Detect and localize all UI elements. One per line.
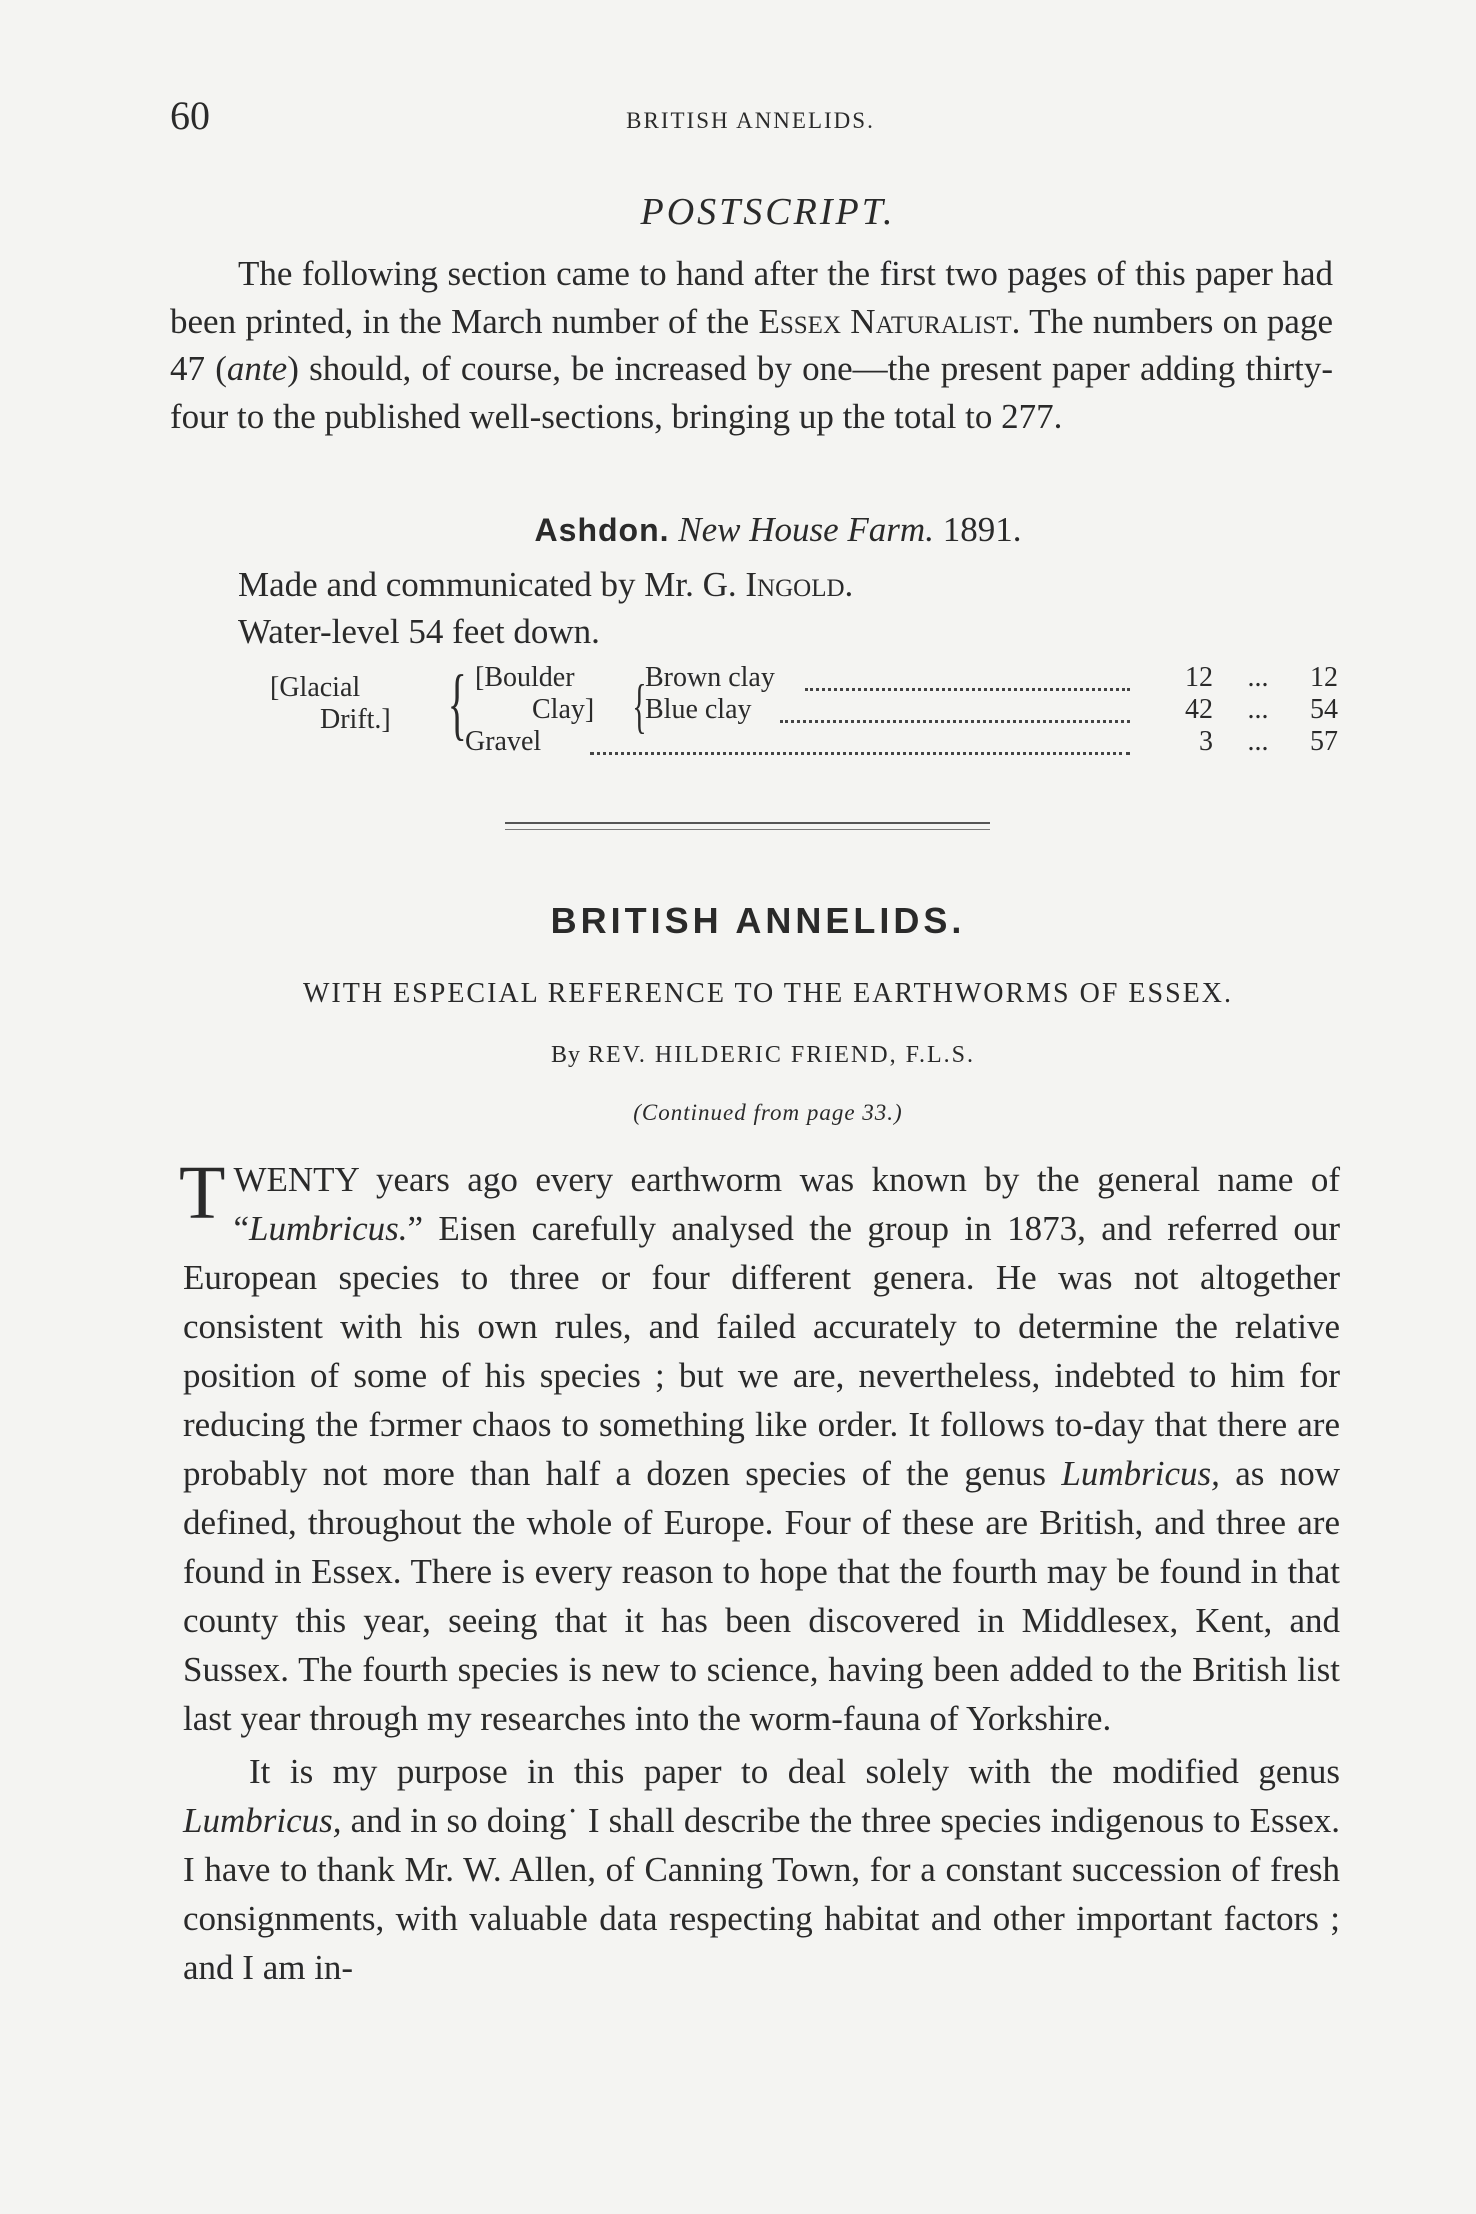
page-number: 60 [170,93,210,138]
genus-name: Lumbricus, [1061,1454,1220,1493]
well-place: Ashdon. [534,512,670,548]
ante-word: ante [226,349,288,389]
well-section-table [270,660,1338,770]
byline [0,1042,1476,1069]
separator: ... [1247,662,1269,693]
made-by-name: Ingold. [745,565,854,604]
brace-right: { [632,673,647,739]
well-farm: New House Farm. [678,510,934,549]
stratum-name: Blue clay [645,694,752,725]
well-location [0,510,1476,550]
postscript-text-b: The numbers on page 47 ( [170,301,1334,389]
stratum-depth: 12 [1310,662,1338,693]
postscript-title: POSTSCRIPT. [640,191,896,233]
brace-left: { [447,660,467,748]
paragraph-text: as now defined, throughout the whole of Europe. Four of these are British, and three are found in Essex. There is every reason to hope that the fourth may be found in that county this year, seeing that it has been discovered in Middlesex, Kent, and Sussex. The fourth species is new to science, having been added to the British list last year through my researches into the worm-fauna of Yorkshire. [183,1454,1340,1738]
paragraph-text: ” Eisen carefully analysed the group in 1873, and referred our European species to three or four different genera. He was not altogether consistent with his own rules, and failed accurately to determine the relative position of some of his species ; but we are, nevertheless, indebted to him for reducing the fɔrmer chaos to something like order. It follows to-day that there are probably not more than half a dozen species of the genus [183,1209,1340,1493]
table-row [270,662,1338,696]
boulder-label: [Boulder [475,662,575,693]
postscript-text-c: ) should, of course, be increased by one—the present paper adding thirty-four to the published well-sections, bringing up the total to 277. [170,349,1333,436]
genus-name: Lumbricus, [183,1801,342,1840]
article-subtitle: WITH ESPECIAL REFERENCE TO THE EARTHWORMS OF ESSEX. [303,978,1233,1009]
drop-cap: T [179,1151,226,1235]
stratum-depth: 54 [1310,694,1338,725]
postscript-text-a: The following section came to hand after the first two pages of this paper had been printed, in the March number of the [170,254,1333,341]
dot-leader [590,752,1130,755]
water-level-line: Water-level 54 feet down. [238,612,600,651]
byline-by: By [550,1042,581,1068]
glacial-label: [Glacial [270,672,361,703]
paragraph [179,1151,1340,1743]
well-year: 1891. [942,510,1022,549]
divider-rule [505,829,990,830]
drift-label: Drift.] [320,704,391,735]
dot-leader [805,688,1130,691]
dot-leader [780,720,1130,723]
stratum-thickness: 12 [1185,662,1213,693]
made-by-line [238,565,853,605]
postscript-paragraph [170,250,1333,440]
paragraph-text: It is my purpose in this paper to deal solely with the modified genus [249,1752,1340,1791]
stratum-thickness: 42 [1185,694,1213,725]
paragraph-text: and in so doing˙ I shall describe the three species indigenous to Essex. I have to thank Mr. W. Allen, of Canning Town, for a constant succession of fresh consignments, with valuable data respecting habitat and other important factors ; and I am in- [183,1801,1340,1987]
byline-author: REV. HILDERIC FRIEND, F.L.S. [588,1042,975,1068]
journal-name: Essex Naturalist. [758,301,1021,341]
clay-label: Clay] [532,694,595,725]
table-row [270,694,1338,728]
made-by-text: Made and communicated by Mr. G. [238,565,746,604]
article-title: BRITISH ANNELIDS. [550,900,966,941]
stratum-depth: 57 [1310,726,1338,757]
genus-name: Lumbricus. [248,1209,408,1248]
article-body [179,1151,1340,1992]
running-head: BRITISH ANNELIDS. [626,108,875,133]
paragraph [183,1747,1340,1992]
stratum-name: Brown clay [645,662,775,693]
page-header [170,92,1331,142]
gravel-label: Gravel [465,726,542,757]
continued-note: (Continued from page 33.) [633,1100,903,1125]
stratum-thickness: 3 [1199,726,1213,757]
separator: ... [1247,726,1269,757]
separator: ... [1247,694,1269,725]
divider-rule [505,822,990,824]
table-row [270,726,1338,760]
paragraph-text: WENTY years ago every earthworm was known by the general name of “ [233,1160,1340,1248]
